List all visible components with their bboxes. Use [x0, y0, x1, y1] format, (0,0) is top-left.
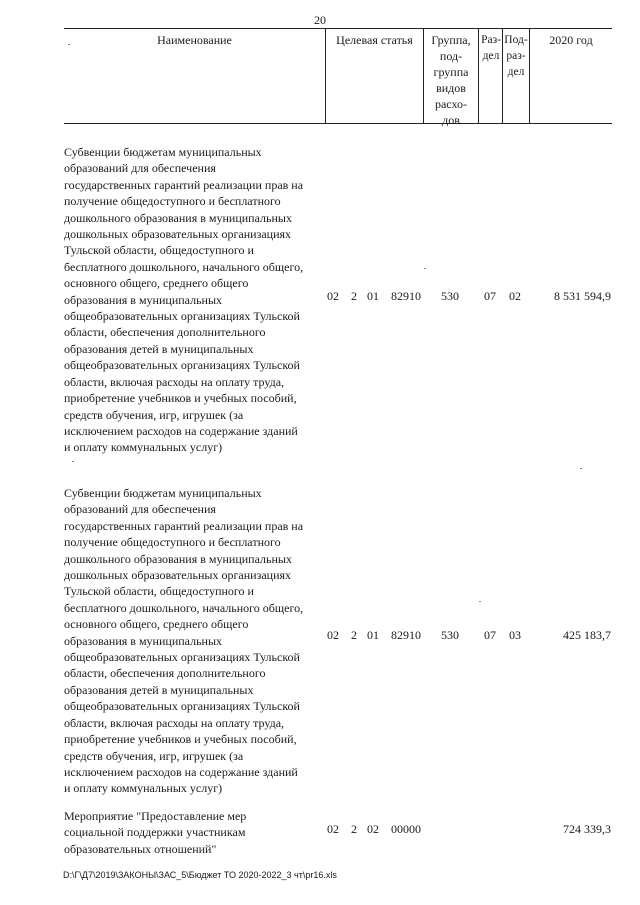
expense-group: 530: [441, 289, 459, 303]
scan-speck: [72, 461, 74, 462]
header-group: Группа, под-группа видов расхо-дов: [431, 33, 471, 127]
target-direction: 82910: [391, 628, 421, 642]
target-program: 02: [327, 628, 339, 642]
scan-speck: [580, 468, 582, 469]
header-razdel: Раз-дел: [481, 34, 501, 62]
amount-2020: 425 183,7: [563, 628, 611, 642]
razdel-code: 07: [484, 289, 496, 303]
amount-2020: 8 531 594,9: [554, 289, 611, 303]
expense-group: 530: [441, 628, 459, 642]
header-divider-group: [478, 28, 479, 123]
target-direction: 00000: [391, 822, 421, 836]
header-podrazdel: Под-раз-дел: [504, 34, 528, 78]
target-program: 02: [327, 289, 339, 303]
target-subprogram: 2: [351, 822, 357, 836]
target-event: 02: [367, 822, 379, 836]
target-subprogram: 2: [351, 289, 357, 303]
podrazdel-code: 02: [509, 289, 521, 303]
podrazdel-code: 03: [509, 628, 521, 642]
file-path-footer: D:\Г\Д7\2019\ЗАКОНЫ\ЗАС_5\Бюджет ТО 2020-2022_3 чт\pr16.xls: [63, 870, 337, 880]
header-year: 2020 год: [549, 33, 593, 47]
target-event: 01: [367, 289, 379, 303]
target-direction: 82910: [391, 289, 421, 303]
row-name: Субвенции бюджетам муниципальных образований для обеспечения государственных гарантий реализации прав на получение общедоступного и бесплатного дошкольного образования в муниципальных дошкольных образовательных организациях Тульской области, общедоступного и бесплатного дошкольного, начального общего, основного общего, среднего общего образования в муниципальных общеобразовательных организациях Тульской области, обеспечения дополнительного образования детей в муниципальных общеобразовательных организациях Тульской области, включая расходы на оплату труда, приобретение учебников и учебных пособий, средств обучения, игр, игрушек (за исключением расходов на содержание зданий и оплату коммунальных услуг): [64, 145, 304, 455]
scan-speck: [424, 268, 426, 269]
razdel-code: 07: [484, 628, 496, 642]
target-subprogram: 2: [351, 628, 357, 642]
header-name: Наименование: [157, 33, 232, 47]
page-number: 20: [314, 13, 326, 27]
row-name: Мероприятие "Предоставление мер социальной поддержки участникам образовательных отношений": [64, 809, 247, 856]
target-program: 02: [327, 822, 339, 836]
header-divider-target: [423, 28, 424, 123]
header-bottom-border: [64, 123, 612, 124]
header-target: Целевая статья: [336, 33, 413, 47]
scan-speck: [68, 44, 70, 45]
scan-speck: [479, 601, 481, 602]
target-event: 01: [367, 628, 379, 642]
amount-2020: 724 339,3: [563, 822, 611, 836]
row-name: Субвенции бюджетам муниципальных образований для обеспечения государственных гарантий реализации прав на получение общедоступного и бесплатного дошкольного образования в муниципальных дошкольных образовательных организациях Тульской области, общедоступного и бесплатного дошкольного, начального общего, основного общего, среднего общего образования в муниципальных общеобразовательных организациях Тульской области, обеспечения дополнительного образования детей в муниципальных общеобразовательных организациях Тульской области, включая расходы на оплату труда, приобретение учебников и учебных пособий, средств обучения, игр, игрушек (за исключением расходов на содержание зданий и оплату коммунальных услуг): [64, 486, 304, 796]
